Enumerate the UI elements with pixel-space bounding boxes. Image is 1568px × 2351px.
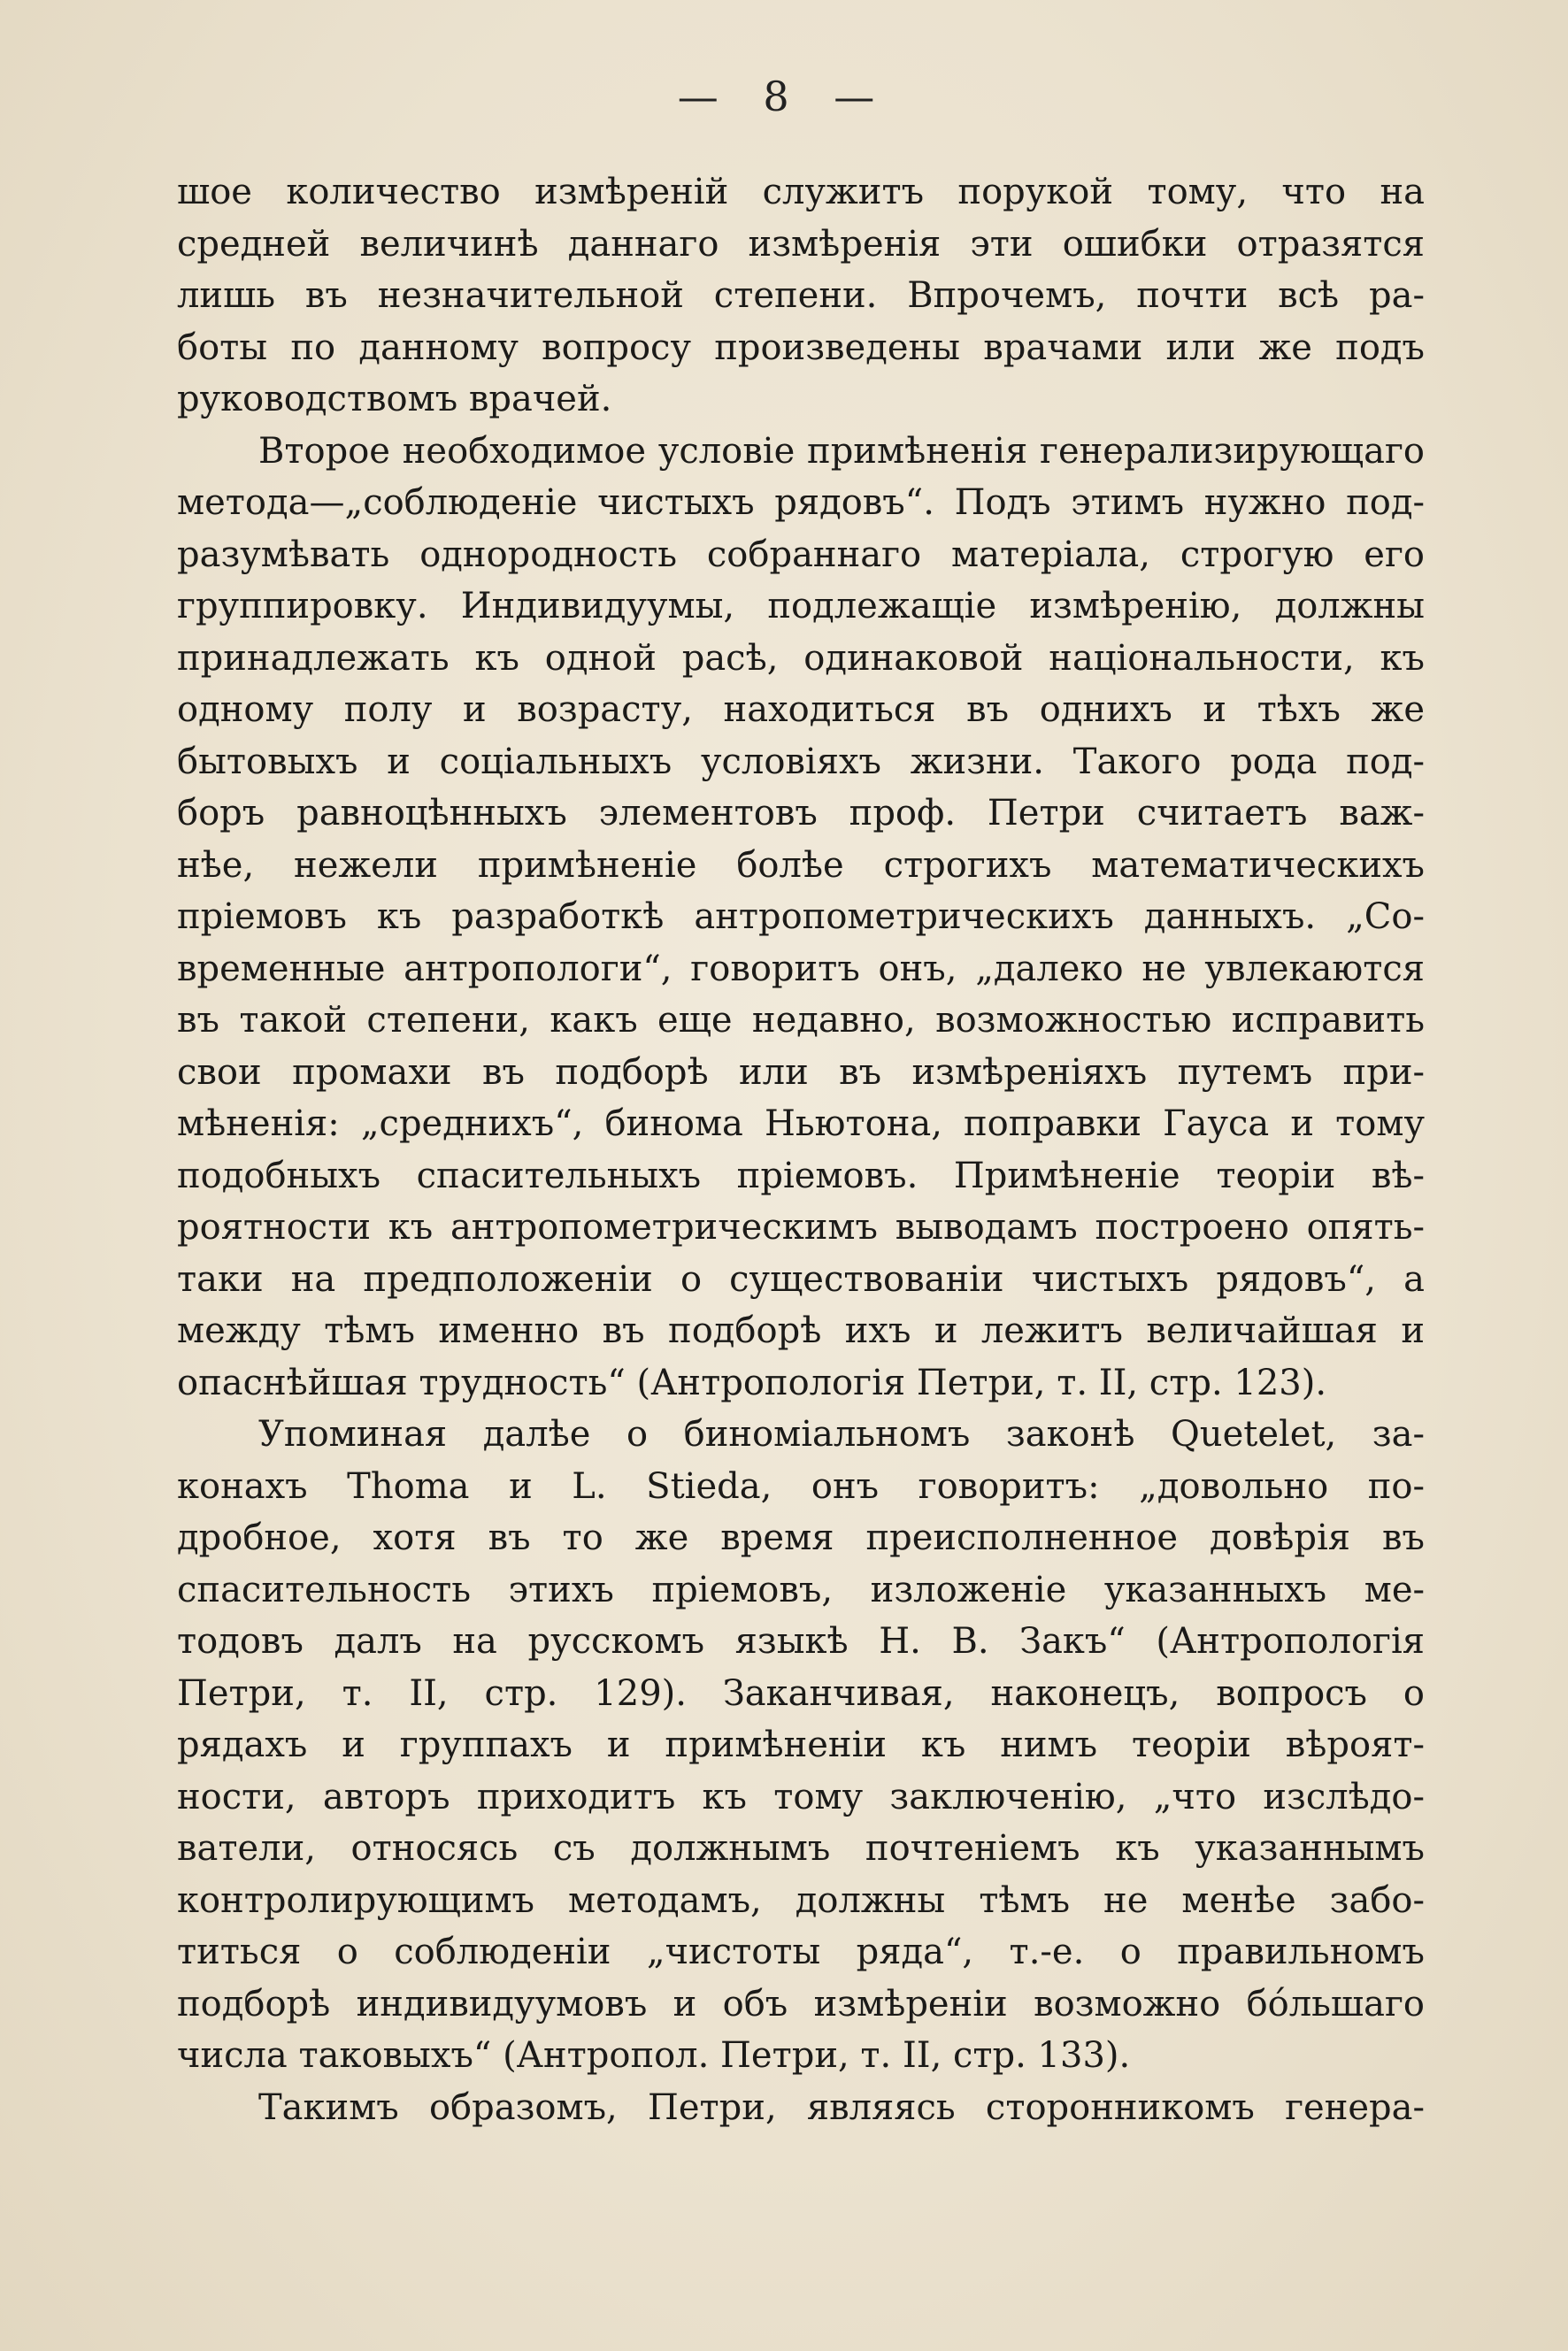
text-line: Второе необходимое условіе примѣненія генерализирующаго (258, 430, 1425, 472)
text-line: опаснѣйшая трудность“ (Антропологія Петри, т. II, стр. 123). (177, 1362, 1327, 1403)
text-line: пріемовъ къ разработкѣ антропометрическихъ данныхъ. „Со- (177, 896, 1425, 937)
paragraph-2 (177, 426, 1425, 1410)
text-line: шое количество измѣреній служитъ порукой тому, что на (177, 172, 1425, 212)
text-line: конахъ Thoma и L. Stieda, онъ говоритъ: „довольно по- (177, 1465, 1425, 1507)
text-line: лишь въ незначительной степени. Впрочемъ, почти всѣ ра- (177, 275, 1425, 316)
text-line: разумѣвать однородность собраннаго матеріала, строгую его (177, 534, 1425, 575)
text-line: боты по данному вопросу произведены врачами или же подъ (177, 327, 1425, 368)
text-line: числа таковыхъ“ (Антропол. Петри, т. II, стр. 133). (177, 2035, 1131, 2076)
text-line: Такимъ образомъ, Петри, являясь сторонникомъ генера- (258, 2086, 1425, 2128)
text-line: временные антропологи“, говоритъ онъ, „далеко не увлекаются (177, 948, 1425, 989)
text-line: титься о соблюденіи „чистоты ряда“, т.-е. о правильномъ (177, 1932, 1425, 1972)
text-line: принадлежать къ одной расѣ, одинаковой національности, къ (177, 637, 1425, 679)
text-line: контролирующимъ методамъ, должны тѣмъ не менѣе забо- (177, 1879, 1425, 1921)
text-line: одному полу и возрасту, находиться въ однихъ и тѣхъ же (177, 689, 1425, 730)
paragraph-1 (177, 166, 1425, 426)
text-line: Упоминая далѣе о биноміальномъ законѣ Quetelet, за- (258, 1414, 1425, 1455)
body-text (177, 166, 1425, 2133)
text-line: метода—„соблюденіе чистыхъ рядовъ“. Подъ этимъ нужно под- (177, 482, 1425, 523)
text-line: между тѣмъ именно въ подборѣ ихъ и лежитъ величайшая и (177, 1310, 1425, 1351)
text-line: подобныхъ спасительныхъ пріемовъ. Примѣненіе теоріи вѣ- (177, 1155, 1425, 1196)
text-line: боръ равноцѣнныхъ элементовъ проф. Петри считаетъ важ- (177, 793, 1425, 834)
text-line: въ такой степени, какъ еще недавно, возможностью исправить (177, 1000, 1425, 1041)
text-line: руководствомъ врачей. (177, 379, 612, 419)
text-line: тодовъ далъ на русскомъ языкѣ Н. В. Закъ“ (Антропологія (177, 1621, 1425, 1662)
text-line: свои промахи въ подборѣ или въ измѣреніяхъ путемъ при- (177, 1051, 1425, 1093)
text-line: средней величинѣ даннаго измѣренія эти ошибки отразятся (177, 223, 1425, 265)
text-line: группировку. Индивидуумы, подлежащіе измѣренію, должны (177, 586, 1425, 626)
paragraph-4 (177, 2082, 1425, 2134)
text-line: спасительность этихъ пріемовъ, изложеніе указанныхъ ме- (177, 1569, 1425, 1610)
text-line: дробное, хотя въ то же время преисполненное довѣрія въ (177, 1517, 1425, 1558)
text-line: подборѣ индивидуумовъ и объ измѣреніи возможно бо́льшаго (177, 1983, 1425, 2024)
text-line: мѣненія: „среднихъ“, бинома Ньютона, поправки Гауса и тому (177, 1103, 1425, 1144)
text-line: Петри, т. II, стр. 129). Заканчивая, наконецъ, вопросъ о (177, 1672, 1425, 1714)
text-line: нѣе, нежели примѣненіе болѣе строгихъ математическихъ (177, 844, 1425, 886)
text-line: ватели, относясь съ должнымъ почтеніемъ къ указаннымъ (177, 1828, 1425, 1869)
text-line: таки на предположеніи о существованіи чистыхъ рядовъ“, а (177, 1258, 1425, 1300)
page-number: — 8 — (677, 73, 891, 120)
text-line: ности, авторъ приходитъ къ тому заключенію, „что изслѣдо- (177, 1776, 1425, 1817)
text-line: рядахъ и группахъ и примѣненіи къ нимъ теоріи вѣроят- (177, 1725, 1425, 1765)
text-line: роятности къ антропометрическимъ выводамъ построено опять- (177, 1207, 1425, 1248)
text-line: бытовыхъ и соціальныхъ условіяхъ жизни. Такого рода под- (177, 741, 1425, 782)
paragraph-3 (177, 1409, 1425, 2082)
